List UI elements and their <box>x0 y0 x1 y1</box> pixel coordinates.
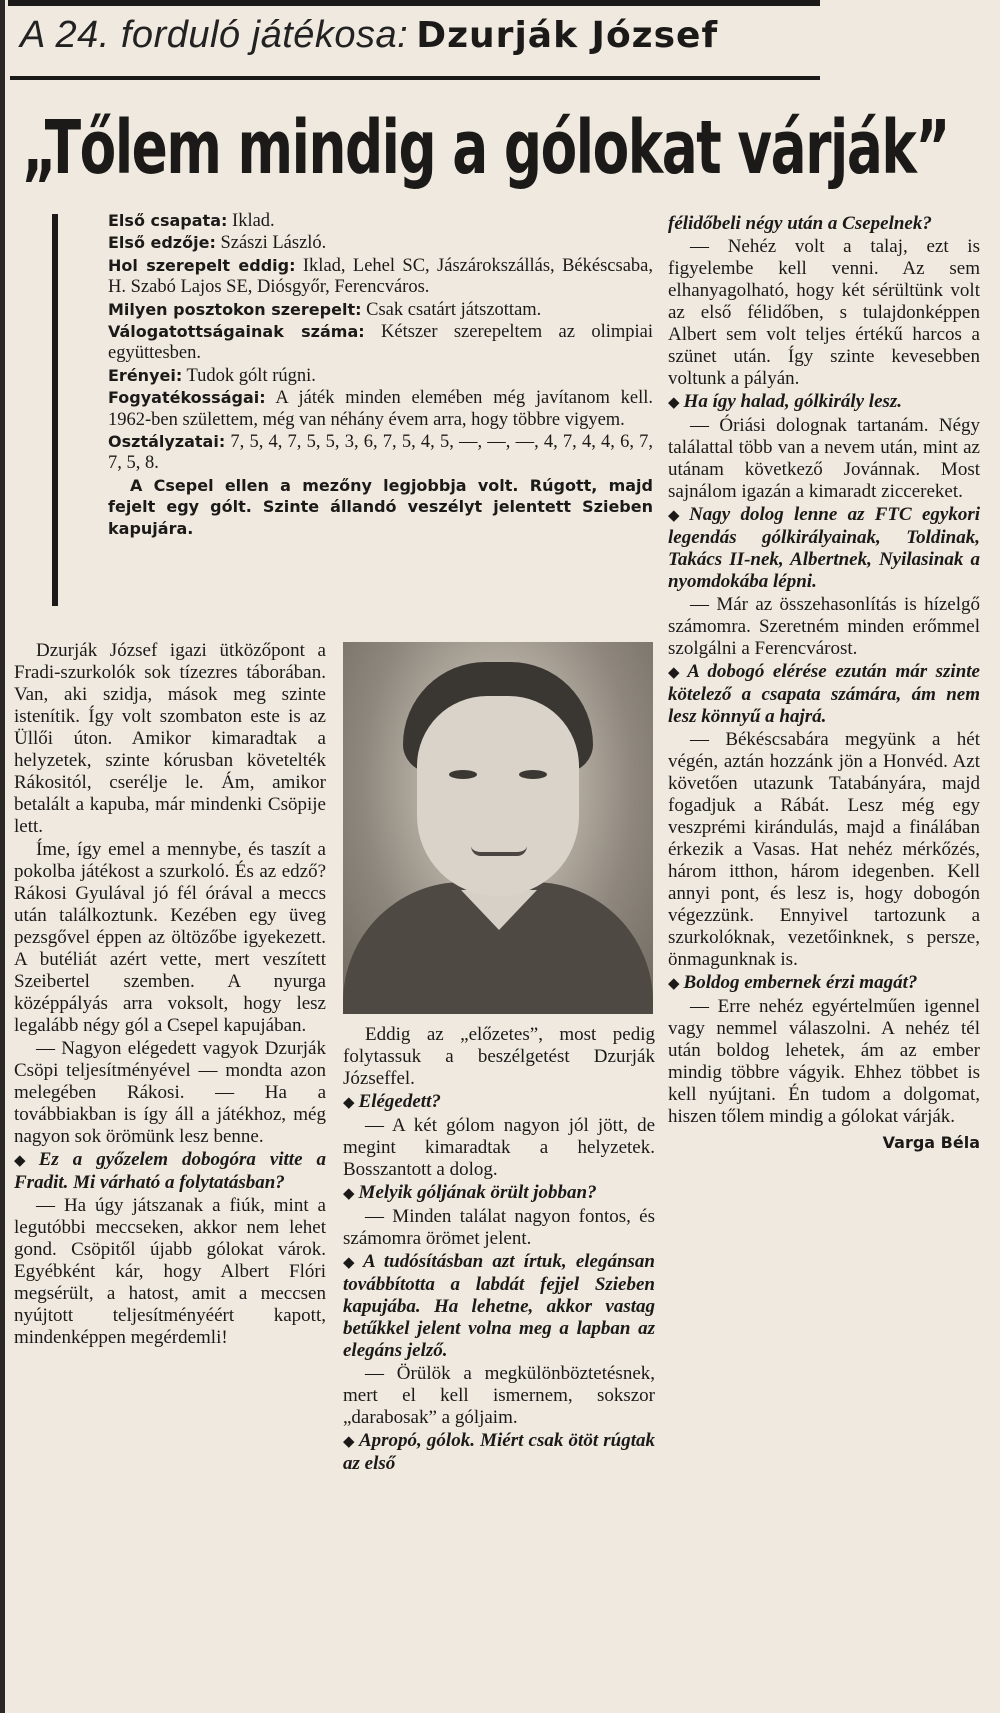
paragraph: — Ha úgy játszanak a fiúk, mint a legutóbbi meccseken, akkor nem lehet gond. Csöpitől újabb gólokat várok. Egyébként kár, hogy Albert Flóri megsérült, a hatost, amit a meccsen nyújtott teljesítményéért kapott, mindenképpen megérdemli! <box>14 1195 326 1348</box>
page-edge-rule <box>0 0 5 1713</box>
diamond-icon: ◆ <box>668 665 684 681</box>
paragraph: — Erre nehéz egyértelműen igennel vagy nemmel válaszolni. A nehéz tél után boldog lehetek, ám az ember mindig többre vágyik. Ehhez többet is kell nyújtani. Én tudom a dolgomat, hiszen tőlem mindig a gólokat várják. <box>668 996 980 1127</box>
paragraph: — Örülök a megkülönböztetésnek, mert el kell ismernem, sokszor „darabosak” a góljaim. <box>343 1363 655 1428</box>
diamond-icon: ◆ <box>343 1186 355 1202</box>
profile-box-bar <box>52 214 58 606</box>
profile-row: Első edzője: Szászi László. <box>108 233 327 254</box>
paragraph: — Minden találat nagyon fontos, és számomra örömet jelent. <box>343 1206 655 1249</box>
article-column-middle <box>343 1024 655 1476</box>
profile-row: Fogyatékosságai: A játék minden elemében még javítanom kell. 1962-ben születtem, még van néhány évem arra, hogy többre vigyem. <box>108 388 653 430</box>
diamond-icon: ◆ <box>14 1153 35 1169</box>
profile-row: Hol szerepelt eddig: Iklad, Lehel SC, Jászárokszállás, Békéscsaba, H. Szabó Lajos SE, Diósgyőr, Ferencváros. <box>108 255 653 298</box>
diamond-icon: ◆ <box>668 508 686 524</box>
profile-row: Első csapata: Iklad. <box>108 211 275 231</box>
profile-row: Erényei: Tudok gólt rúgni. <box>108 365 316 386</box>
paragraph: — Már az összehasonlítás is hízelgő számomra. Szeretném minden erőmmel szolgálni a Ferencvárost. <box>668 594 980 659</box>
paragraph: — Óriási dolognak tartanám. Négy találattal több van a nevem után, mint az utánam következő Jovánnak. Most sajnálom igazán a kimaradt ziccereket. <box>668 415 980 502</box>
interview-question: ◆ Nagy dolog lenne az FTC egykori legendás gólkirályainak, Toldinak, Takács II-nek, Albertnek, Nyilasinak a nyomdokába lépni. <box>668 504 980 592</box>
article-column-right <box>668 213 980 1155</box>
interview-question: ◆ A dobogó elérése ezután már szinte kötelező a csapata számára, ám nem lesz könnyű a hajrá. <box>668 661 980 727</box>
profile-row: Milyen posztokon szerepelt: Csak csatárt játszottam. <box>108 299 542 320</box>
header-rule <box>10 76 820 80</box>
interview-question: ◆ Ez a győzelem dobogóra vitte a Fradit. Mi várható a folytatásban? <box>14 1149 326 1193</box>
paragraph: Íme, így emel a mennybe, és taszít a pokolba játékost a szurkoló. És az edző? Rákosi Gyulával jó fél órával a meccs után találkoztunk. Kezében egy üveg pezsgővel éppen az öltözőbe igyekezett. A butéliát azért vette, mert veszített Szeibertel szemben. A nyurga középpályás arra voksolt, hogy lesz legalább négy gól a Csepel kapujában. <box>14 839 326 1036</box>
profile-row: Válogatottságainak száma: Kétszer szerepeltem az olimpiai együttesben. <box>108 322 653 364</box>
top-rule <box>8 0 820 6</box>
profile-row: Osztályzatai: 7, 5, 4, 7, 5, 5, 3, 6, 7, 5, 4, 5, —, —, —, 4, 7, 4, 4, 6, 7, 7, 5, 8. <box>108 432 653 474</box>
paragraph: — Nagyon elégedett vagyok Dzurják Csöpi teljesítményével — mondta azon melegében Rákosi. — Ha a továbbiakban is így áll a játékhoz, még nagyon sok örömünk lesz benne. <box>14 1038 326 1147</box>
header-player-name: Dzurják József <box>416 15 719 56</box>
section-header <box>20 14 820 74</box>
article-column-left <box>14 640 326 1350</box>
article-headline: „Tőlem mindig a gólokat várják” <box>22 105 949 191</box>
paragraph: Eddig az „előzetes”, most pedig folytassuk a beszélgetést Dzurják Józseffel. <box>343 1024 655 1089</box>
diamond-icon: ◆ <box>343 1255 360 1271</box>
paragraph: — A két gólom nagyon jól jött, de megint kimaradtak a helyzetek. Bosszantott a dolog. <box>343 1115 655 1180</box>
interview-question: ◆ Elégedett? <box>343 1091 441 1112</box>
diamond-icon: ◆ <box>343 1434 355 1450</box>
player-profile <box>108 210 653 540</box>
interview-question: ◆ Melyik góljának örült jobban? <box>343 1182 597 1203</box>
header-kicker: A 24. forduló játékosa: <box>20 14 409 56</box>
interview-question: ◆ Ha így halad, gólkirály lesz. <box>668 391 903 412</box>
paragraph: — Nehéz volt a talaj, ezt is figyelembe kell venni. Az sem elhanyagolható, hogy két sérültünk volt az első félidőben, s tulajdonképpen Albert sem volt teljes értékű harcos a szünet után. Így szinte kevesebben voltunk a pályán. <box>668 236 980 389</box>
profile-summary: A Csepel ellen a mezőny legjobbja volt. Rúgott, majd fejelt egy gólt. Szinte állandó veszélyt jelentett Szieben kapujára. <box>108 475 653 538</box>
paragraph: Dzurják József igazi ütközőpont a Fradi-szurkolók sok tízezres táborában. Van, aki szidja, mások meg szinte istenítik. Így volt szombaton este is az Üllői úton. Amikor kimaradtak a helyzetek, szinte kórusban követelték Rákositól, cserélje le. Ám, amikor betalált a kapuba, már mindenki Csöpije lett. <box>14 640 326 837</box>
diamond-icon: ◆ <box>343 1095 355 1111</box>
interview-question-continued: félidőbeli négy után a Csepelnek? <box>668 213 932 234</box>
diamond-icon: ◆ <box>668 976 680 992</box>
interview-question: ◆ Boldog embernek érzi magát? <box>668 972 918 993</box>
interview-question: ◆ A tudósításban azt írtuk, elegánsan továbbította a labdát fejjel Szieben kapujába. Ha lehetne, akkor vastag betűkkel jelent volna meg a lapban az elegáns jelző. <box>343 1251 655 1361</box>
author-byline: Varga Béla <box>882 1133 980 1152</box>
paragraph: — Békéscsabára megyünk a hét végén, aztán hozzánk jön a Honvéd. Azt követően utazunk Tatabányára, majd fogadjuk a Rábát. Lesz még egy veszprémi kirándulás, majd a finálában érkezik a Vasas. Hat nehéz mérkőzés, három itthon, három idegenben. Kell annyi pont, és lesz is, hogy dobogón végezzünk. Ennyivel tartozunk a szurkolóknak, vezetőinknek, s persze, önmagunknak is. <box>668 729 980 970</box>
diamond-icon: ◆ <box>668 395 680 411</box>
player-photo <box>343 642 653 1014</box>
interview-question: ◆ Apropó, gólok. Miért csak ötöt rúgtak az első <box>343 1430 655 1474</box>
